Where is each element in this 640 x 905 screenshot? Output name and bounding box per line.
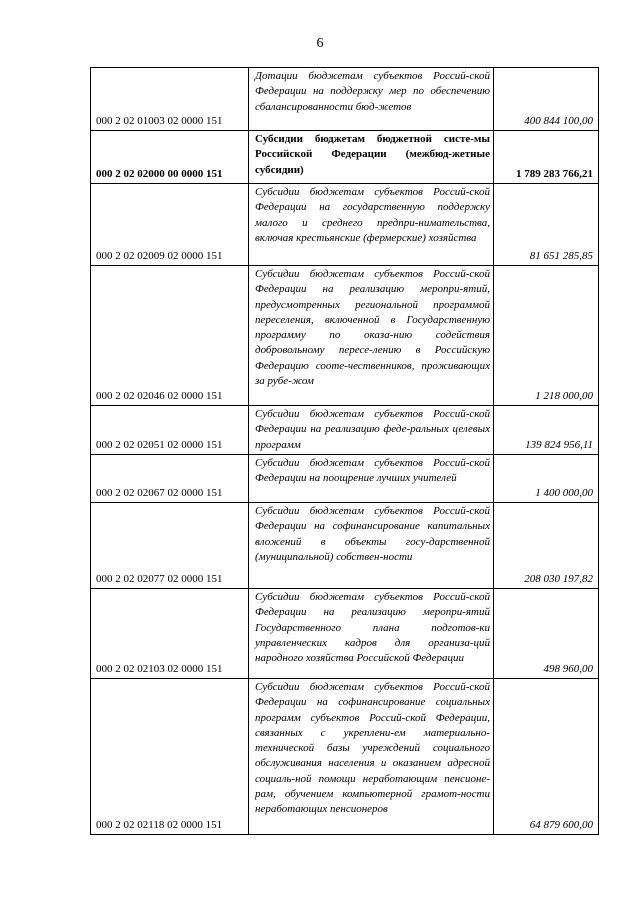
revenue-name: Субсидии бюджетам бюджетной систе-мы Российской Федерации (межбюд-жетные субсидии) bbox=[249, 131, 494, 184]
amount: 400 844 100,00 bbox=[494, 68, 599, 131]
revenue-name: Дотации бюджетам субъектов Россий-ской Федерации на поддержку мер по обеспечению сбалансированности бюд-жетов bbox=[249, 68, 494, 131]
revenue-name: Субсидии бюджетам субъектов Россий-ской Федерации на поощрение лучших учителей bbox=[249, 455, 494, 503]
table-row bbox=[91, 679, 599, 835]
budget-revenue-table bbox=[90, 67, 599, 835]
revenue-name: Субсидии бюджетам субъектов Россий-ской Федерации на софинансирование капитальных вложений в объекты госу-дарственной (муниципальной) собствен-ности bbox=[249, 503, 494, 589]
amount: 64 879 600,00 bbox=[494, 679, 599, 835]
page-number: 6 bbox=[316, 36, 324, 51]
classification-code: 000 2 02 02067 02 0000 151 bbox=[91, 455, 249, 503]
table-row bbox=[91, 266, 599, 406]
table-row bbox=[91, 68, 599, 131]
table-row-subtotal bbox=[91, 131, 599, 184]
revenue-name: Субсидии бюджетам субъектов Россий-ской Федерации на государственную поддержку малого и среднего предпри-нимательства, включая крестьянские (фермерские) хозяйства bbox=[249, 184, 494, 266]
classification-code: 000 2 02 02103 02 0000 151 bbox=[91, 589, 249, 679]
amount: 139 824 956,11 bbox=[494, 406, 599, 455]
amount: 498 960,00 bbox=[494, 589, 599, 679]
revenue-name: Субсидии бюджетам субъектов Россий-ской Федерации на софинансирование социальных программ субъектов Россий-ской Федерации, связанных с укреплени-ем материально-технической базы учреждений социального обслуживания населения и оказанием адресной социаль-ной помощи неработающим пенсионе-рам, обучением компьютерной грамот-ности неработающих пенсионеров bbox=[249, 679, 494, 835]
amount: 81 651 285,85 bbox=[494, 184, 599, 266]
table-row bbox=[91, 406, 599, 455]
table-row bbox=[91, 503, 599, 589]
classification-code: 000 2 02 02000 00 0000 151 bbox=[91, 131, 249, 184]
classification-code: 000 2 02 02077 02 0000 151 bbox=[91, 503, 249, 589]
classification-code: 000 2 02 02046 02 0000 151 bbox=[91, 266, 249, 406]
amount: 208 030 197,82 bbox=[494, 503, 599, 589]
classification-code: 000 2 02 02051 02 0000 151 bbox=[91, 406, 249, 455]
revenue-name: Субсидии бюджетам субъектов Россий-ской Федерации на реализацию феде-ральных целевых программ bbox=[249, 406, 494, 455]
amount: 1 789 283 766,21 bbox=[494, 131, 599, 184]
classification-code: 000 2 02 02118 02 0000 151 bbox=[91, 679, 249, 835]
revenue-name: Субсидии бюджетам субъектов Россий-ской Федерации на реализацию меропри-ятий, предусмотренных региональной программой переселения, включенной в Государственную программу по оказа-нию содействия добровольному пересе-лению в Российскую Федерацию сооте-чественников, проживающих за рубе-жом bbox=[249, 266, 494, 406]
table-row bbox=[91, 184, 599, 266]
amount: 1 218 000,00 bbox=[494, 266, 599, 406]
table-row bbox=[91, 589, 599, 679]
revenue-name: Субсидии бюджетам субъектов Россий-ской Федерации на реализацию меропри-ятий Государственного плана подготов-ки управленческих кадров для организа-ций народного хозяйства Российской Федерации bbox=[249, 589, 494, 679]
table-row bbox=[91, 455, 599, 503]
amount: 1 400 000,00 bbox=[494, 455, 599, 503]
classification-code: 000 2 02 01003 02 0000 151 bbox=[91, 68, 249, 131]
classification-code: 000 2 02 02009 02 0000 151 bbox=[91, 184, 249, 266]
